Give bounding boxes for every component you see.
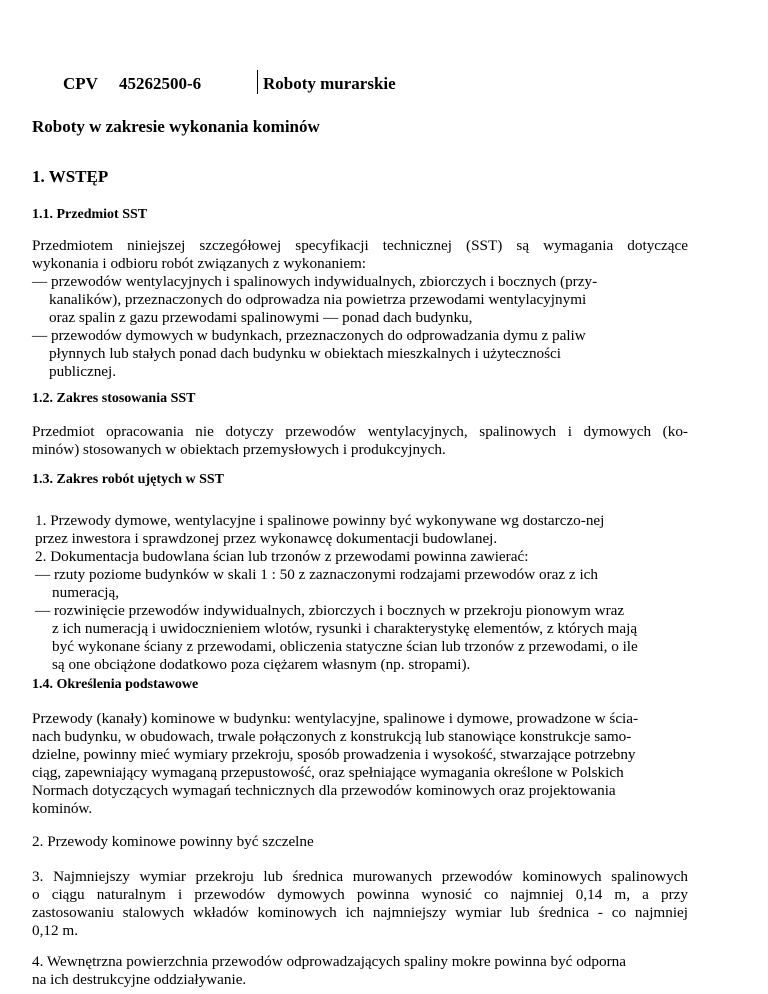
text-line: minów) stosowanych w obiektach przemysłowych i produkcyjnych. <box>32 441 446 458</box>
text-line: być wykonane ściany z przewodami, obliczenia statyczne ścian lub trzonów z przewodami, o ile <box>52 638 638 655</box>
text-line: oraz spalin z gazu przewodami spalinowymi — ponad dach budynku, <box>49 309 473 326</box>
section-1-3-body <box>35 512 645 674</box>
text-line: numeracją, <box>52 584 120 601</box>
text-line: Przewody (kanały) kominowe w budynku: wentylacyjne, spalinowe i dymowe, prowadzone w ścia- <box>32 710 639 727</box>
text-line: 2. Dokumentacja budowlana ścian lub trzonów z przewodami powinna zawierać: <box>35 548 529 565</box>
text-line: — przewodów wentylacyjnych i spalinowych indywidualnych, zbiorczych i bocznych (przy- <box>32 273 598 290</box>
section-1-4-paragraph-1 <box>32 710 688 818</box>
text-line: na ich destrukcyjne oddziaływanie. <box>32 971 247 988</box>
text-line: publicznej. <box>49 363 117 380</box>
section-1-2-body <box>32 423 688 459</box>
text-line: przez inwestora i sprawdzonej przez wykonawcę dokumentacji budowlanej. <box>35 530 498 547</box>
text-line: 2. Przewody kominowe powinny być szczelne <box>32 833 314 850</box>
text-line: Przedmiotem niniejszej szczegółowej specyfikacji technicznej (SST) są wymagania dotyczące <box>32 237 688 254</box>
text-line: — rzuty poziome budynków w skali 1 : 50 z zaznaczonymi rodzajami przewodów oraz z ich <box>35 566 599 583</box>
subsection-heading-1-4: 1.4. Określenia podstawowe <box>32 677 199 692</box>
section-1-4-paragraph-2 <box>32 833 688 851</box>
subsection-heading-1-3: 1.3. Zakres robót ujętych w SST <box>32 472 225 487</box>
text-line: wykonania i odbioru robót związanych z wykonaniem: <box>32 255 367 272</box>
text-line: ciąg, zapewniający wymaganą przepustowość, oraz spełniające wymagania określone w Polskich <box>32 764 624 781</box>
text-line: 3. Najmniejszy wymiar przekroju lub średnica murowanych przewodów kominowych spalinowych <box>32 868 688 885</box>
text-line: dzielne, powinny mieć wymiary przekroju, sposób prowadzenia i wysokość, stwarzające potrzebny <box>32 746 636 763</box>
cpv-code: 45262500-6 <box>119 74 202 93</box>
section-heading-1: 1. WSTĘP <box>32 167 109 186</box>
subsection-heading-1-1: 1.1. Przedmiot SST <box>32 207 148 222</box>
text-line: 1. Przewody dymowe, wentylacyjne i spalinowe powinny być wykonywane wg dostarczo-nej <box>35 512 605 529</box>
cpv-label: CPV <box>63 74 98 93</box>
text-line: płynnych lub stałych ponad dach budynku w obiektach mieszkalnych i użyteczności <box>49 345 562 362</box>
section-1-4-paragraph-3 <box>32 868 688 940</box>
document-title: Roboty w zakresie wykonania kominów <box>32 117 320 136</box>
section-1-4-paragraph-4 <box>32 953 688 989</box>
text-line: są one obciążone dodatkowo poza ciężarem własnym (np. stropami). <box>52 656 471 673</box>
text-line: 0,12 m. <box>32 922 78 939</box>
text-line: zastosowaniu stalowych wkładów kominowych ich najmniejszy wymiar lub średnica - co najmniej <box>32 904 688 921</box>
cpv-title: Roboty murarskie <box>263 74 396 93</box>
subsection-heading-1-2: 1.2. Zakres stosowania SST <box>32 391 196 406</box>
text-line: 4. Wewnętrzna powierzchnia przewodów odprowadzających spaliny mokre powinna być odporna <box>32 953 626 970</box>
text-line: — rozwinięcie przewodów indywidualnych, zbiorczych i bocznych w przekroju pionowym wraz <box>35 602 625 619</box>
header-separator <box>257 70 258 94</box>
text-line: kominów. <box>32 800 93 817</box>
text-line: Normach dotyczących wymagań technicznych dla przewodów kominowych oraz projektowania <box>32 782 616 799</box>
text-line: kanalików), przeznaczonych do odprowadza nia powietrza przewodami wentylacyjnymi <box>49 291 587 308</box>
section-1-1-body <box>32 237 688 381</box>
text-line: — przewodów dymowych w budynkach, przeznaczonych do odprowadzania dymu z paliw <box>32 327 586 344</box>
text-line: o ciągu naturalnym i przewodów dymowych powinna wynosić co najmniej 0,14 m, a przy <box>32 886 688 903</box>
text-line: Przedmiot opracowania nie dotyczy przewodów wentylacyjnych, spalinowych i dymowych (ko- <box>32 423 688 440</box>
text-line: z ich numeracją i uwidocznieniem wlotów, rysunki i charakterystykę elementów, z których mają <box>52 620 638 637</box>
text-line: nach budynku, w obudowach, trwale połączonych z konstrukcją lub stanowiące konstrukcje samo- <box>32 728 632 745</box>
